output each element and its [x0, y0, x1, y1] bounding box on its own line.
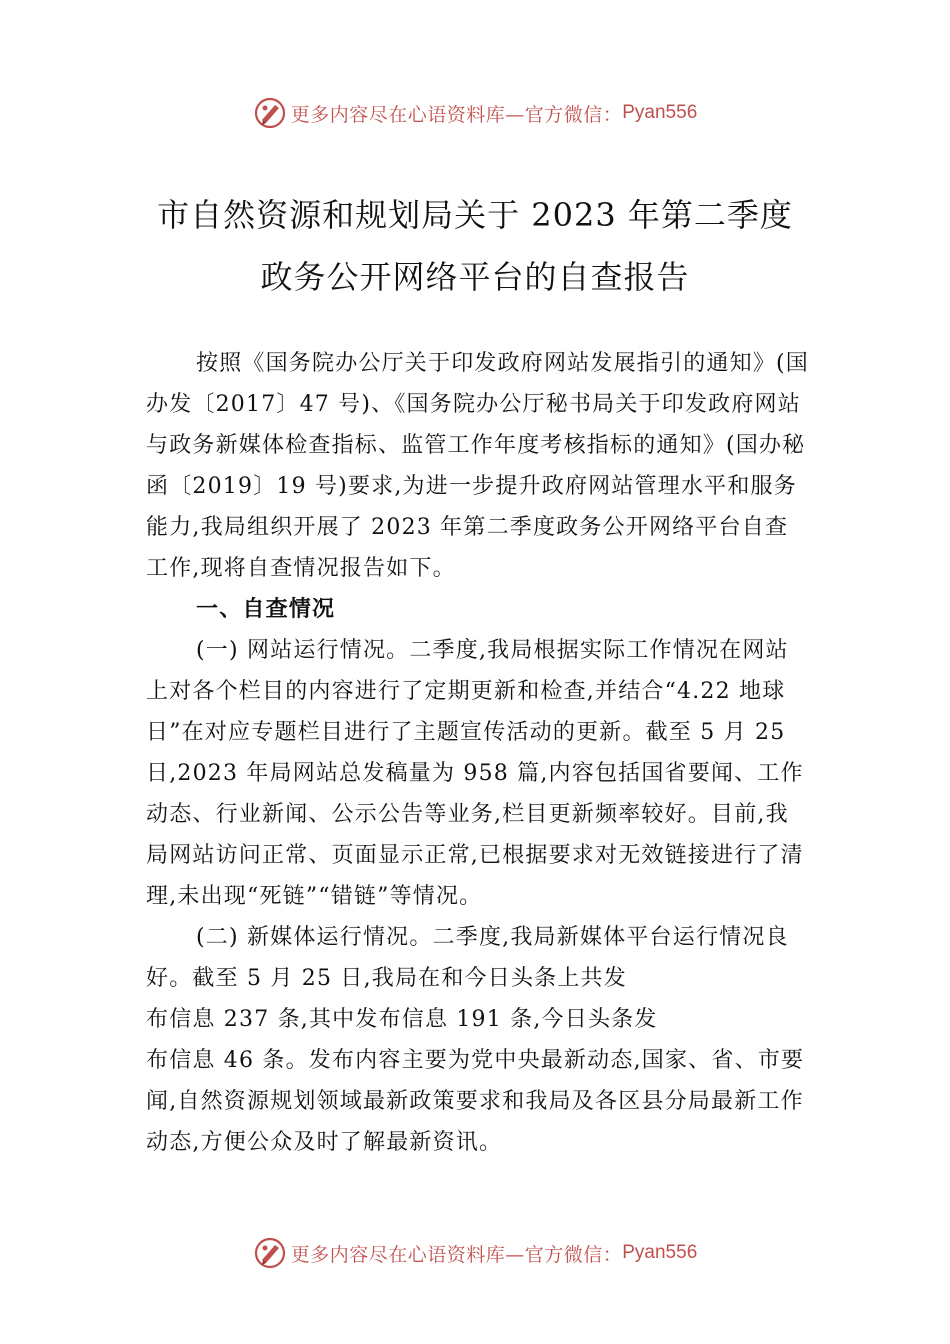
page-title-line-1: 市自然资源和规划局关于 2023 年第二季度 — [157, 196, 793, 234]
watermark-banner-top — [0, 93, 950, 133]
website-paragraph: (一) 网站运行情况。二季度,我局根据实际工作情况在网站上对各个栏目的内容进行了定期更新和检查,并结合“4.22 地球日”在对应专题栏目进行了主题宣传活动的更新。截至 5 月 25 日,2023 年局网站总发稿量为 958 篇,内容包括国省要闻、工作动态、行业新闻、公示公告等业务,栏目更新频率较好。目前,我局网站访问正常、页面显示正常,已根据要求对无效链接进行了清理,未出现“死链”“错链”等情况。 — [146, 638, 804, 909]
newmedia-paragraph-line-1: (二) 新媒体运行情况。二季度,我局新媒体平台运行情况良好。截至 5 月 25 日,我局在和今日头条上共发 — [146, 925, 789, 991]
page-title-line-2: 政务公开网络平台的自查报告 — [260, 258, 690, 296]
watermark-text: 更多内容尽在心语资料库—官方微信： — [290, 1243, 623, 1266]
watermark-wechat-id: Pyan556 — [622, 1242, 698, 1263]
watermark-logo-icon — [253, 1236, 287, 1270]
intro-paragraph: 按照《国务院办公厅关于印发政府网站发展指引的通知》(国办发〔2017〕47 号)、《国务院办公厅秘书局关于印发政府网站与政务新媒体检查指标、监管工作年度考核指标的通知》(国办秘函〔2019〕19 号)要求,为进一步提升政府网站管理水平和服务能力,我局组织开展了 2023 年第二季度政务公开网络平台自查工作,现将自查情况报告如下。 — [146, 351, 809, 581]
watermark-text: 更多内容尽在心语资料库—官方微信： — [290, 103, 623, 126]
watermark-logo-icon — [253, 96, 287, 130]
section-heading: 一、自查情况 — [196, 597, 336, 622]
watermark-wechat-id: Pyan556 — [622, 102, 698, 123]
newmedia-paragraph-line-2: 布信息 237 条,其中发布信息 191 条,今日头条发 — [146, 1007, 658, 1032]
document-body — [146, 343, 810, 1163]
watermark-banner-bottom — [0, 1233, 950, 1273]
newmedia-paragraph-line-3: 布信息 46 条。发布内容主要为党中央最新动态,国家、省、市要闻,自然资源规划领域最新政策要求和我局及各区县分局最新工作动态,方便公众及时了解最新资讯。 — [146, 1048, 805, 1155]
